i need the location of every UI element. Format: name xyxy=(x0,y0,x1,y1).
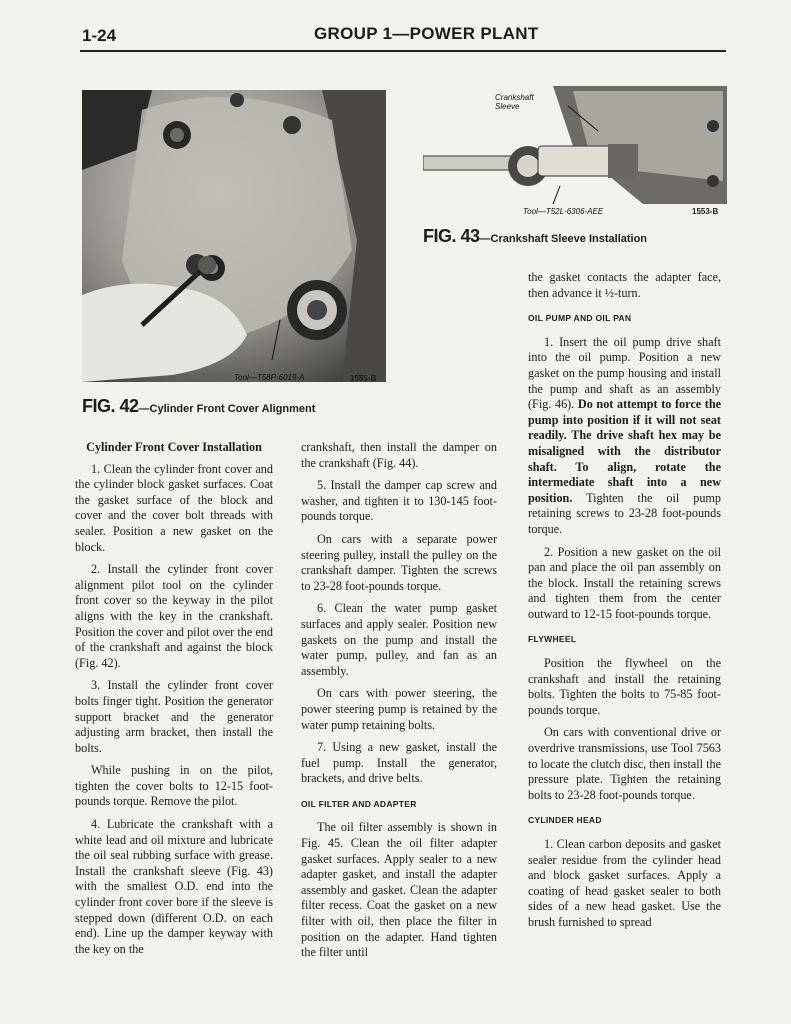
text-column-2 xyxy=(301,440,497,968)
paragraph-text: 1. Insert the oil pump drive shaft into the oil pump. Position a new gasket on the pump housing and install the pump and shaft as an assembly (Fig. 46). xyxy=(528,334,721,412)
fig42-caption-text: —Cylinder Front Cover Alignment xyxy=(138,403,316,415)
page-title: GROUP 1—POWER PLANT xyxy=(314,24,539,43)
fig43-caption-prefix: FIG. 43 xyxy=(423,226,480,246)
fig43-callout: Crankshaft Sleeve xyxy=(495,93,534,111)
paragraph xyxy=(528,335,721,538)
paragraph: 4. Lubricate the crankshaft with a white lead and oil mixture and lubricate the oil seal rubbing surface with grease. Install the crankshaft sleeve (Fig. 43) with the smallest O.D. end into the cylinder front cover bore if the sleeve is stepped down (different O.D. on each end). Line up the damper keyway with the key on the xyxy=(75,817,273,956)
fig42-photo xyxy=(82,90,386,382)
fig43-photo xyxy=(423,86,727,204)
paragraph: On cars with a separate power steering pulley, install the pulley on the crankshaft damper. Tighten the screws to 23-28 foot-pounds torque. xyxy=(301,531,497,593)
paragraph: On cars with power steering, the power steering pump is retained by the water pump retaining bolts. xyxy=(301,686,497,732)
text-column-1 xyxy=(75,440,273,964)
paragraph: 6. Clean the water pump gasket surfaces and apply sealer. Position new gaskets on the pump and install the water pump, pulley, and fan as an assembly. xyxy=(301,601,497,678)
fig42-engine-illustration xyxy=(82,90,386,382)
fig43-tool-label: Tool—T52L-6306-AEE xyxy=(523,207,604,216)
header-rule xyxy=(80,50,726,52)
paragraph: 7. Using a new gasket, install the fuel pump. Install the generator, brackets, and drive belts. xyxy=(301,740,497,786)
paragraph: Position the flywheel on the crankshaft and install the retaining bolts. Tighten the bolts to 75-85 foot-pounds torque. xyxy=(528,656,721,717)
section-heading-flywheel: FLYWHEEL xyxy=(528,634,577,645)
fig42-number: 1555-B xyxy=(350,374,377,383)
paragraph: 5. Install the damper cap screw and washer, and tighten it to 130-145 foot-pounds torque. xyxy=(301,478,497,524)
fig43-caption-text: —Crankshaft Sleeve Installation xyxy=(479,233,648,245)
section-heading-oil-filter: OIL FILTER AND ADAPTER xyxy=(301,798,417,809)
paragraph: 2. Position a new gasket on the oil pan and place the oil pan assembly on the block. Install the retaining screws and tighten them from the center outward to 12-15 foot-pounds torque. xyxy=(528,544,721,621)
fig42-caption xyxy=(82,396,315,417)
fig43-caption xyxy=(423,226,647,247)
paragraph: On cars with conventional drive or overdrive transmissions, use Tool 7563 to locate the clutch disc, then install the pressure plate. Tighten the retaining bolts to 23-28 foot-pounds torque. xyxy=(528,725,721,802)
section-heading-oil-pump: OIL PUMP AND OIL PAN xyxy=(528,313,632,324)
section-heading-front-cover: Cylinder Front Cover Installation xyxy=(86,440,262,454)
text-column-3 xyxy=(528,270,721,938)
paragraph: the gasket contacts the adapter face, then advance it ½-turn. xyxy=(528,270,721,300)
fig42-caption-prefix: FIG. 42 xyxy=(82,396,139,416)
page-number: 1-24 xyxy=(82,26,117,45)
fig43-sleeve-illustration xyxy=(423,86,727,204)
paragraph: While pushing in on the pilot, tighten the cover bolts to 12-15 foot-pounds torque. Remove the pilot. xyxy=(75,763,273,809)
fig42-tool-label: Tool—T58P-6019-A xyxy=(234,373,305,382)
paragraph: 1. Clean carbon deposits and gasket sealer residue from the cylinder head and block gasket surfaces. Apply a coating of head gasket sealer to both sides of a new head gasket. Use the brush furnished to spread xyxy=(528,837,721,929)
paragraph-warning: Do not attempt to force the pump into position if it will not seat readily. The drive shaft hex may be misaligned with the distributor shaft. To align, rotate the intermediate shaft into a new position. xyxy=(528,397,722,505)
section-heading-cylinder-head: CYLINDER HEAD xyxy=(528,815,602,826)
paragraph: The oil filter assembly is shown in Fig. 45. Clean the oil filter adapter gasket surfaces. Apply sealer to a new adapter gasket, and install the adapter assembly and gasket. Clean the adapter filter recess. Coat the gasket on a new filter with oil, then place the filter in position on the adapter. Hand tighten the filter until xyxy=(301,820,497,960)
paragraph: 1. Clean the cylinder front cover and the cylinder block gasket surfaces. Coat the gasket surface of the block and cover and the cover bolt threads with sealer. Position a new gasket on the block. xyxy=(75,461,273,554)
paragraph: 3. Install the cylinder front cover bolts finger tight. Position the generator support bracket and the generator adjusting arm bracket, then install the bolts. xyxy=(75,678,273,755)
paragraph: 2. Install the cylinder front cover alignment pilot tool on the cylinder front cover so the keyway in the pilot aligns with the key in the crankshaft. Position the cover and pilot over the end of the crankshaft and against the block (Fig. 42). xyxy=(75,562,273,670)
paragraph: crankshaft, then install the damper on the crankshaft (Fig. 44). xyxy=(301,440,497,470)
fig43-number: 1553-B xyxy=(692,207,719,216)
paragraph-text: Tighten the oil pump retaining screws to 23-28 foot-pounds torque. xyxy=(528,490,721,536)
